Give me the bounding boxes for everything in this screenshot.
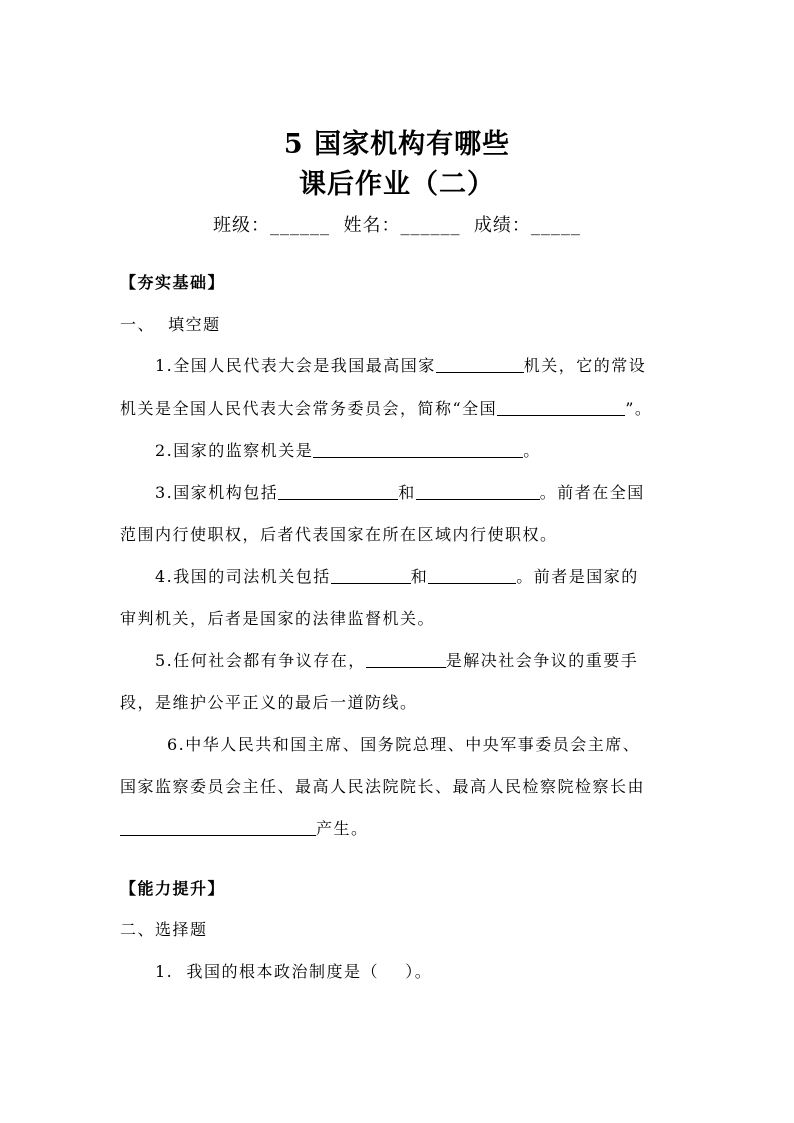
question-4-line-1: 4.我国的司法机关包括 和 。前者是国家的 <box>155 567 639 586</box>
question-6-line-3: 产生。 <box>120 816 690 839</box>
page-title: 5 国家机构有哪些 <box>283 129 511 160</box>
page-subtitle: 课后作业（二） <box>299 169 495 200</box>
answer-blank[interactable] <box>416 485 540 500</box>
question-6-line-2: 国家监察委员会主任、最高人民法院院长、最高人民检察院检察长由 <box>120 777 646 796</box>
question-4-line-2: 审判机关，后者是国家的法律监督机关。 <box>120 609 436 628</box>
student-info-line: 班级：______ 姓名：______ 成绩：_____ <box>213 215 581 236</box>
answer-blank[interactable] <box>497 401 625 416</box>
section-heading-improvement: 【能力提升】 <box>120 879 226 898</box>
question-2: 2.国家的监察机关是 。 <box>155 441 541 460</box>
answer-blank[interactable] <box>313 443 523 458</box>
answer-blank[interactable] <box>366 653 446 668</box>
question-3-line-2: 范围内行使职权，后者代表国家在所在区域内行使职权。 <box>120 525 558 544</box>
question-5-line-2: 段，是维护公平正义的最后一道防线。 <box>120 693 418 712</box>
question-1-line-1: 1.全国人民代表大会是我国最高国家 机关，它的常设 <box>155 356 647 375</box>
choice-question-1: 1. 我国的根本政治制度是（ ）。 <box>155 962 433 981</box>
part-title-fill-blank: 一、 填空题 <box>120 315 221 334</box>
question-5-line-1: 5.任何社会都有争议存在， 是解决社会争议的重要手 <box>155 651 639 670</box>
question-1-line-2: 机关是全国人民代表大会常务委员会，简称“全国 ”。 <box>120 399 653 418</box>
answer-blank[interactable] <box>436 358 524 373</box>
answer-blank[interactable] <box>428 569 516 584</box>
part-title-multiple-choice: 二、选择题 <box>120 920 208 939</box>
answer-blank[interactable] <box>331 569 411 584</box>
answer-blank[interactable] <box>120 821 316 836</box>
answer-blank[interactable] <box>278 485 398 500</box>
question-3-line-1: 3.国家机构包括 和 。前者在全国 <box>155 483 645 502</box>
section-heading-basics: 【夯实基础】 <box>120 273 226 292</box>
question-6-line-1: 6.中华人民共和国主席、国务院总理、中央军事委员会主席、 <box>167 735 641 754</box>
